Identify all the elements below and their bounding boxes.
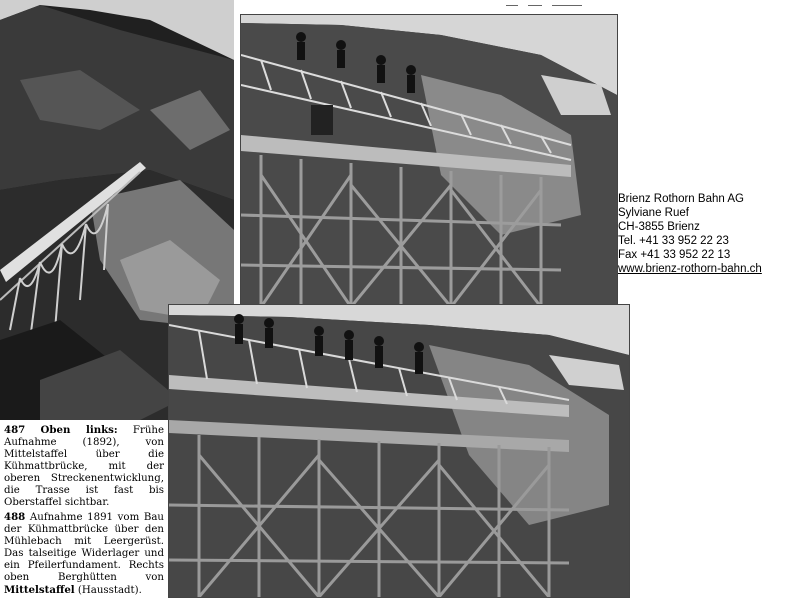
contact-url-link[interactable]: www.brienz-rothorn-bahn.ch	[618, 263, 762, 275]
photo-bridge-construction-1	[240, 14, 618, 308]
contact-block	[618, 192, 762, 276]
top-rule	[552, 5, 582, 6]
caption-487-number: 487	[4, 424, 26, 436]
top-rule	[506, 5, 518, 6]
caption-488	[4, 511, 164, 597]
contact-company: Brienz Rothorn Bahn AG	[618, 193, 744, 205]
contact-tel: Tel. +41 33 952 22 23	[618, 235, 729, 247]
caption-488-text: Aufnahme 1891 vom Bau der Kühmattbrücke über den Mühlebach mit Leergerüst. Das talseitige Widerlager und ein Pfeilerfundament. Rechts oben Berghütten von	[4, 512, 164, 583]
top-rule	[528, 5, 542, 6]
caption-487-lead: Oben links:	[40, 424, 118, 436]
caption-488-tail: (Hausstadt).	[77, 585, 142, 596]
caption-488-bold-end: Mittelstaffel	[4, 584, 75, 596]
contact-city: CH-3855 Brienz	[618, 221, 700, 233]
photo-captions	[4, 424, 164, 599]
caption-488-number: 488	[4, 511, 26, 523]
contact-person: Sylviane Ruef	[618, 207, 689, 219]
caption-487	[4, 424, 164, 509]
caption-487-text: Frühe Aufnahme (1892), von Mittelstaffel über die Kühmattbrücke, mit der oberen Streckenentwicklung, die Trasse ist fast bis Oberstaffel sichtbar.	[4, 425, 164, 508]
photo-bridge-construction-2	[168, 304, 630, 598]
contact-fax: Fax +41 33 952 22 13	[618, 249, 731, 261]
